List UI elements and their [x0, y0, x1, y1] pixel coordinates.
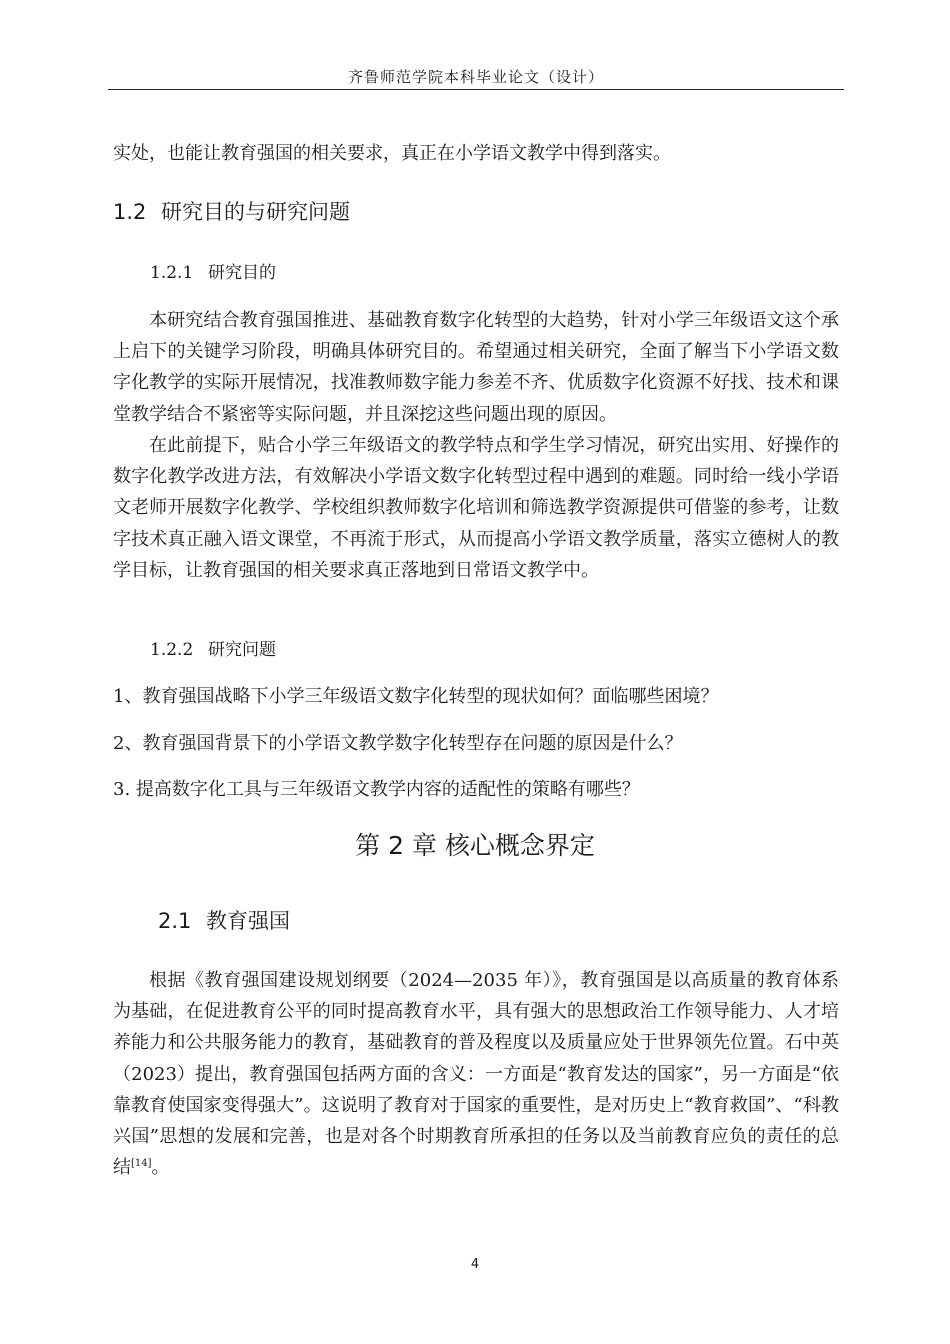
research-question-3: 3. 提高数字化工具与三年级语文教学内容的适配性的策略有哪些？	[113, 779, 640, 800]
section-number: 1.2	[113, 200, 147, 224]
subsection-heading-1-2-2	[150, 635, 276, 660]
subsection-title: 研究目的	[208, 263, 276, 283]
paragraph-end: 。	[151, 1157, 170, 1179]
continuation-paragraph: 实处，也能让教育强国的相关要求，真正在小学语文教学中得到落实。	[113, 143, 671, 164]
citation-reference[interactable]: [14]	[131, 1158, 152, 1170]
research-question-1: 1、教育强国战略下小学三年级语文数字化转型的现状如何？面临哪些困境？	[113, 686, 719, 707]
research-question-2: 2、教育强国背景下的小学语文教学数字化转型存在问题的原因是什么？	[113, 733, 683, 754]
subsection-heading-1-2-1	[150, 258, 276, 283]
subsection-title: 研究问题	[208, 640, 276, 660]
page-header: 齐鲁师范学院本科毕业论文（设计）	[347, 68, 604, 86]
page-number: 4	[470, 1257, 480, 1272]
subsection-number: 1.2.1	[150, 263, 194, 283]
subsection-number: 1.2.2	[150, 640, 194, 660]
section-title: 研究目的与研究问题	[161, 200, 350, 224]
section-title: 教育强国	[206, 909, 290, 933]
purpose-paragraph-1: 本研究结合教育强国推进、基础教育数字化转型的大趋势，针对小学三年级语文这个承上启下的关键学习阶段，明确具体研究目的。希望通过相关研究，全面了解当下小学语文数字化教学的实际开展情况，找准教师数字能力参差不齐、优质数字化资源不好找、技术和课堂教学结合不紧密等实际问题，并且深挖这些问题出现的原因。	[113, 310, 839, 425]
header-divider	[108, 89, 844, 90]
section-number: 2.1	[158, 909, 192, 933]
education-power-paragraph	[113, 965, 839, 1183]
section-heading-2-1	[158, 905, 290, 935]
chapter-title: 第 2 章 核心概念界定	[355, 831, 595, 860]
purpose-paragraph-2: 在此前提下，贴合小学三年级语文的教学特点和学生学习情况，研究出实用、好操作的数字化教学改进方法，有效解决小学语文数字化转型过程中遇到的难题。同时给一线小学语文老师开展数字化教学、学校组织教师数字化培训和筛选教学资源提供可借鉴的参考，让数字技术真正融入语文课堂，不再流于形式，从而提高小学语文教学质量，落实立德树人的教学目标，让教育强国的相关要求真正落地到日常语文教学中。	[113, 435, 839, 581]
section-heading-1-2	[113, 196, 350, 226]
paragraph-text: 根据《教育强国建设规划纲要（2024—2035 年）》，教育强国是以高质量的教育体系为基础，在促进教育公平的同时提高教育水平，具有强大的思想政治工作领导能力、人才培养能力和公共服务能力的教育，基础教育的普及程度以及质量应处于世界领先位置。石中英（2023）提出，教育强国包括两方面的含义：一方面是“教育发达的国家”，另一方面是“依靠教育使国家变得强大”。这说明了教育对于国家的重要性，是对历史上“教育救国”、“科教兴国”思想的发展和完善，也是对各个时期教育所承担的任务以及当前教育应负的责任的总结	[113, 970, 839, 1179]
